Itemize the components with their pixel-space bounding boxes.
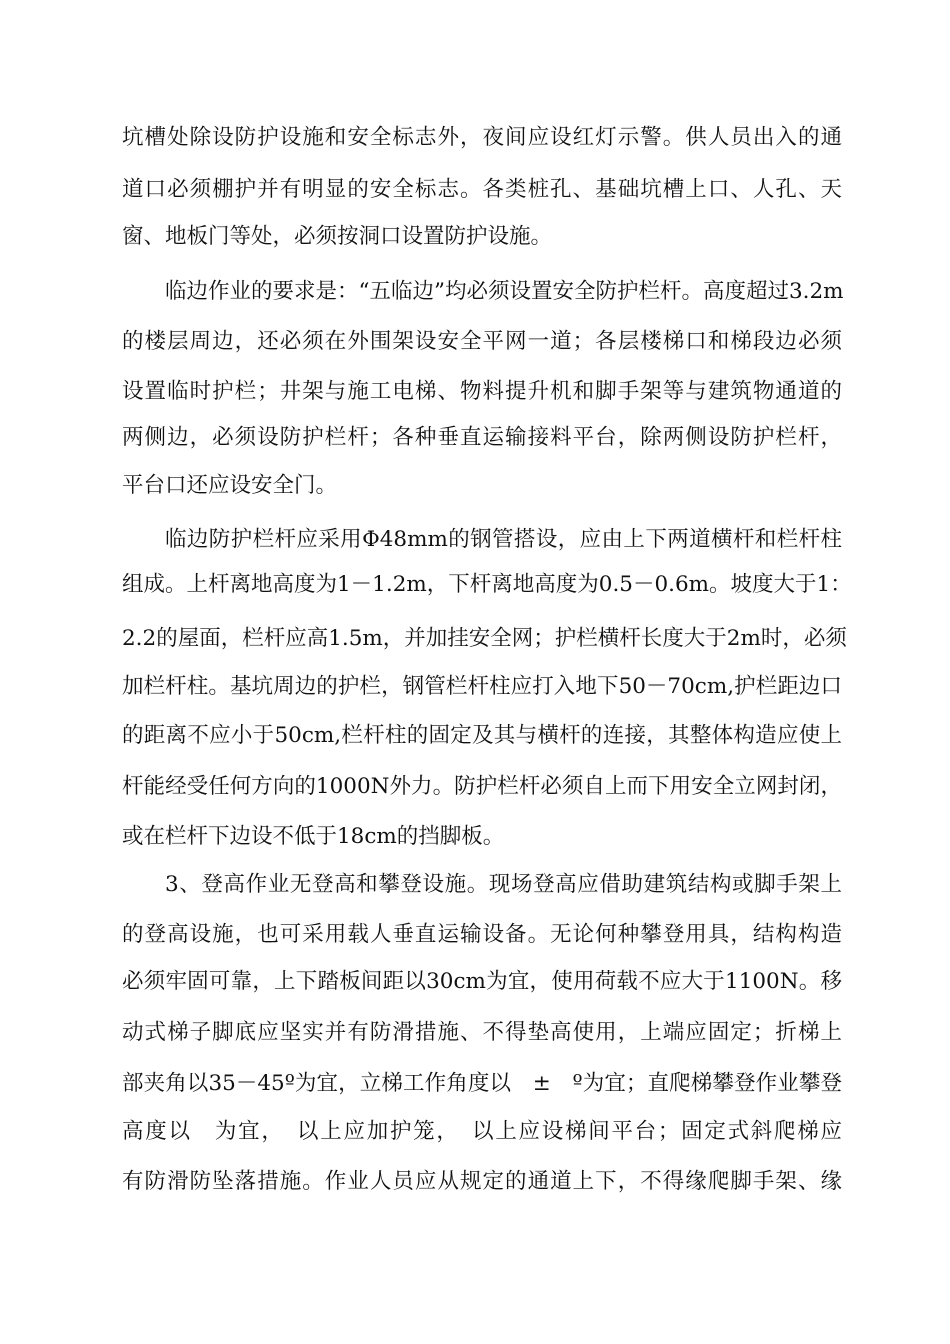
text-line: 组成。上杆离地高度为1－1.2m，下杆离地高度为0.5－0.6m。坡度大于1：: [122, 572, 852, 597]
text-line: 或在栏杆下边设不低于18cm的挡脚板。: [122, 824, 505, 849]
text-line: 设置临时护栏；井架与施工电梯、物料提升机和脚手架等与建筑物通道的: [122, 379, 842, 404]
text-line: 窗、地板门等处，必须按洞口设置防护设施。: [122, 224, 553, 249]
text-line: 加栏杆柱。基坑周边的护栏，钢管栏杆柱应打入地下50－70cm,护栏距边口: [122, 674, 842, 699]
text-line: 杆能经受任何方向的1000N外力。防护栏杆必须自上而下用安全立网封闭，: [122, 774, 842, 799]
text-line: 的楼层周边，还必须在外围架设安全平网一道；各层楼梯口和梯段边必须: [122, 329, 842, 354]
text-line: 两侧边，必须设防护栏杆；各种垂直运输接料平台，除两侧设防护栏杆，: [122, 425, 842, 450]
text-line: 的登高设施，也可采用载人垂直运输设备。无论何种攀登用具，结构构造: [122, 922, 842, 947]
text-line: 动式梯子脚底应坚实并有防滑措施、不得垫高使用，上端应固定；折梯上: [122, 1020, 842, 1045]
text-line: 高度以 为宜， 以上应加护笼， 以上应设梯间平台；固定式斜爬梯应: [122, 1119, 842, 1144]
text-line: 必须牢固可靠，上下踏板间距以30cm为宜，使用荷载不应大于1100N。移: [122, 969, 842, 994]
text-line: 坑槽处除设防护设施和安全标志外，夜间应设红灯示警。供人员出入的通: [122, 125, 842, 150]
text-line: 部夹角以35－45º为宜，立梯工作角度以 ± º为宜；直爬梯攀登作业攀登: [122, 1071, 842, 1096]
text-line: 的距离不应小于50cm,栏杆柱的固定及其与横杆的连接，其整体构造应使上: [122, 723, 842, 748]
text-line: 道口必须棚护并有明显的安全标志。各类桩孔、基础坑槽上口、人孔、天: [122, 177, 842, 202]
text-line: 临边防护栏杆应采用Φ48mm的钢管搭设，应由上下两道横杆和栏杆柱: [165, 527, 842, 552]
text-line: 2.2的屋面，栏杆应高1.5m，并加挂安全网；护栏横杆长度大于2m时，必须: [122, 626, 847, 651]
text-line: 平台口还应设安全门。: [122, 473, 338, 498]
text-line: 临边作业的要求是：“五临边”均必须设置安全防护栏杆。高度超过3.2m: [165, 279, 844, 304]
text-line: 有防滑防坠落措施。作业人员应从规定的通道上下，不得缘爬脚手架、缘: [122, 1169, 842, 1194]
text-line: 3、登高作业无登高和攀登设施。现场登高应借助建筑结构或脚手架上: [165, 872, 842, 897]
